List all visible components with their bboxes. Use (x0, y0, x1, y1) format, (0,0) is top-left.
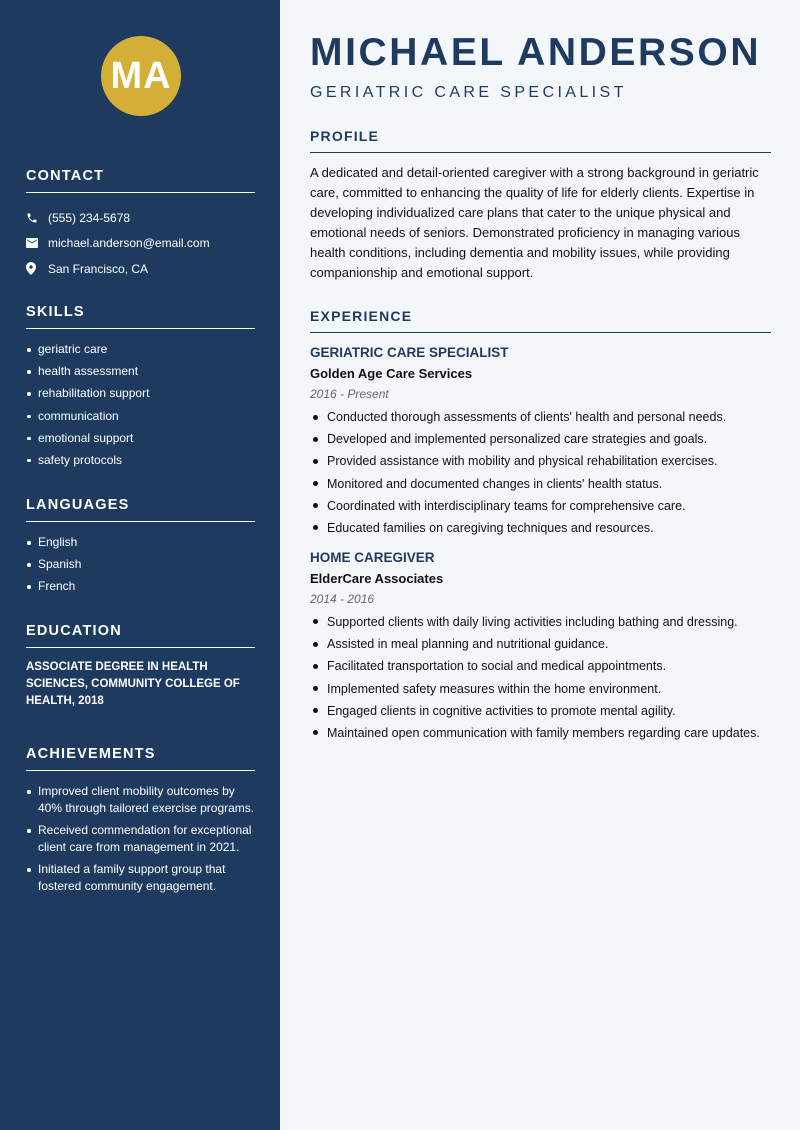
job-title-header: GERIATRIC CARE SPECIALIST (310, 84, 627, 101)
responsibility-item: Provided assistance with mobility and physical rehabilitation exercises. (310, 453, 771, 469)
skill-item: geriatric care (26, 341, 255, 358)
skill-item: health assessment (26, 363, 255, 380)
contact-location (26, 256, 255, 282)
job-responsibilities (310, 409, 771, 536)
responsibility-item: Implemented safety measures within the home environment. (310, 681, 771, 697)
language-item: Spanish (26, 556, 255, 573)
phone-icon (26, 211, 48, 225)
skills-list (26, 341, 255, 469)
contact-section (26, 168, 255, 282)
job-dates: 2014 - 2016 (310, 591, 375, 606)
location-pin-icon (26, 262, 48, 276)
experience-section (310, 308, 771, 747)
sidebar (0, 0, 280, 1130)
responsibility-item: Assisted in meal planning and nutritional guidance. (310, 636, 771, 652)
responsibility-item: Engaged clients in cognitive activities to promote mental agility. (310, 703, 771, 719)
profile-text: A dedicated and detail-oriented caregiver with a strong background in geriatric care, committed to enhancing the quality of life for elderly clients. Expertise in developing individualized care plans that cater to the unique physical and emotional needs of seniors. Demonstrated proficiency in managing various health conditions, including dementia and mobility issues, while providing companionship and emotional support. (310, 165, 759, 280)
profile-section (310, 128, 771, 283)
languages-list (26, 534, 255, 595)
achievement-item: Initiated a family support group that fostered community engagement. (26, 861, 255, 895)
contact-phone (26, 205, 255, 231)
skill-item: emotional support (26, 430, 255, 447)
contact-list (26, 205, 255, 282)
avatar: MA (101, 36, 181, 116)
languages-section (26, 497, 255, 601)
skill-item: safety protocols (26, 452, 255, 469)
job-responsibilities (310, 614, 771, 741)
responsibility-item: Supported clients with daily living activities including bathing and dressing. (310, 614, 771, 630)
job-dates: 2016 - Present (310, 387, 389, 401)
education-entry: ASSOCIATE DEGREE IN HEALTH SCIENCES, COMMUNITY COLLEGE OF HEALTH, 2018 (26, 661, 240, 707)
experience-entry (310, 550, 771, 741)
contact-phone-text: (555) 234-5678 (48, 210, 131, 225)
education-heading: EDUCATION (26, 623, 255, 648)
candidate-name: MICHAEL ANDERSON (310, 31, 762, 74)
achievement-item: Improved client mobility outcomes by 40% through tailored exercise programs. (26, 783, 255, 817)
responsibility-item: Maintained open communication with family members regarding care updates. (310, 725, 771, 741)
languages-heading: LANGUAGES (26, 497, 255, 522)
skills-heading: SKILLS (26, 304, 255, 329)
achievement-item: Received commendation for exceptional client care from management in 2021. (26, 822, 255, 856)
job-title: HOME CAREGIVER (310, 549, 435, 565)
skill-item: communication (26, 408, 255, 425)
company-name: ElderCare Associates (310, 570, 444, 586)
job-title: GERIATRIC CARE SPECIALIST (310, 345, 509, 360)
responsibility-item: Coordinated with interdisciplinary teams for comprehensive care. (310, 498, 771, 514)
profile-heading: PROFILE (310, 128, 771, 153)
skills-section (26, 304, 255, 474)
contact-email (26, 231, 255, 257)
achievements-section (26, 746, 255, 901)
contact-email-text: michael.anderson@email.com (48, 236, 210, 251)
contact-location-text: San Francisco, CA (48, 261, 149, 276)
responsibility-item: Monitored and documented changes in clients' health status. (310, 476, 771, 492)
achievements-heading: ACHIEVEMENTS (26, 746, 255, 771)
experience-heading: EXPERIENCE (310, 308, 771, 333)
language-item: French (26, 578, 255, 595)
responsibility-item: Facilitated transportation to social and medical appointments. (310, 658, 771, 674)
contact-heading: CONTACT (26, 168, 255, 193)
responsibility-item: Conducted thorough assessments of clients' health and personal needs. (310, 409, 771, 425)
education-section (26, 623, 255, 710)
achievements-list (26, 783, 255, 895)
responsibility-item: Developed and implemented personalized care strategies and goals. (310, 431, 771, 447)
company-name: Golden Age Care Services (310, 366, 473, 381)
responsibility-item: Educated families on caregiving techniques and resources. (310, 520, 771, 536)
experience-entry (310, 345, 771, 536)
skill-item: rehabilitation support (26, 385, 255, 402)
language-item: English (26, 534, 255, 551)
email-icon (26, 236, 48, 250)
